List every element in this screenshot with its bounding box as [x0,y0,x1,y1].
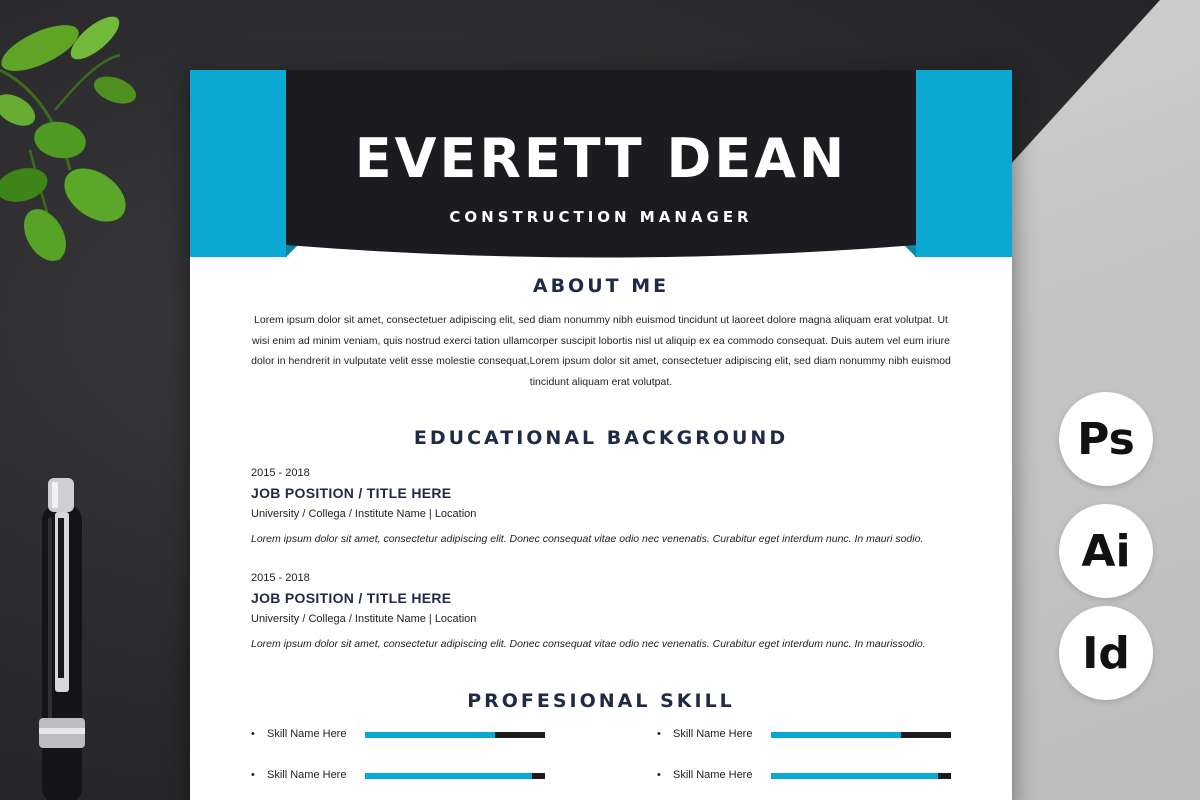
skill-label: Skill Name Here [267,769,347,781]
education-description: Lorem ipsum dolor sit amet, consectetur adipiscing elit. Donec consequat vitae odio nec venenatis. Curabitur eget interdum nunc. In mauri sodio. [251,533,924,545]
skill-item [657,728,957,742]
skill-item [251,728,551,742]
education-description: Lorem ipsum dolor sit amet, consectetur adipiscing elit. Donec consequat vitae odio nec venenatis. Curabitur eget interdum nunc. In maurissodio. [251,638,926,650]
education-years: 2015 - 2018 [251,572,310,584]
skill-label: Skill Name Here [267,728,347,740]
skill-bar [771,773,951,779]
skill-bullet: • [251,769,255,781]
education-position: JOB POSITION / TITLE HERE [251,485,452,501]
skill-item [251,769,551,783]
photoshop-icon: Ps [1059,392,1153,486]
skill-bar-fill [771,773,938,779]
skills-title: PROFESIONAL SKILL [467,690,735,712]
skill-bar-fill [771,732,901,738]
education-entry [251,467,971,545]
education-position: JOB POSITION / TITLE HERE [251,590,452,606]
skill-bullet: • [657,728,661,740]
header-accent-left [190,70,287,257]
skill-bar-fill [365,732,495,738]
education-title: EDUCATIONAL BACKGROUND [413,427,789,449]
education-school: University / Collega / Institute Name | Location [251,613,477,625]
education-entry [251,572,971,650]
header-accent-right [915,70,1012,257]
illustrator-icon: Ai [1059,504,1153,598]
skill-item [657,769,957,783]
candidate-role: CONSTRUCTION MANAGER [449,208,753,226]
education-years: 2015 - 2018 [251,467,310,479]
skill-bar [771,732,951,738]
skill-bar [365,732,545,738]
skill-bullet: • [251,728,255,740]
about-title: ABOUT ME [532,275,670,297]
candidate-name: EVERETT DEAN [354,127,848,190]
skill-bar-fill [365,773,532,779]
indesign-icon: Id [1059,606,1153,700]
skill-label: Skill Name Here [673,728,753,740]
skill-bullet: • [657,769,661,781]
about-text: Lorem ipsum dolor sit amet, consectetuer adipiscing elit, sed diam nonummy nibh euismod tincidunt ut laoreet dolore magna aliquam erat volutpat. Ut wisi enim ad minim veniam, quis nostrud exerci tation ullamcorper suscipit lobortis nisl ut aliquip ex ea commodo consequat. Duis autem vel eum iriure dolor in hendrerit in vulputate velit esse molestie consequat,Lorem ipsum dolor sit amet, consectetuer adipiscing elit, sed diam nonummy nibh euismod tincidunt aliquam erat volutpat. [251,314,951,389]
education-school: University / Collega / Institute Name | Location [251,508,477,520]
plant-decoration [0,0,160,290]
pen-decoration [22,478,102,800]
resume-page [190,70,1012,800]
skill-bar [365,773,545,779]
skill-label: Skill Name Here [673,769,753,781]
